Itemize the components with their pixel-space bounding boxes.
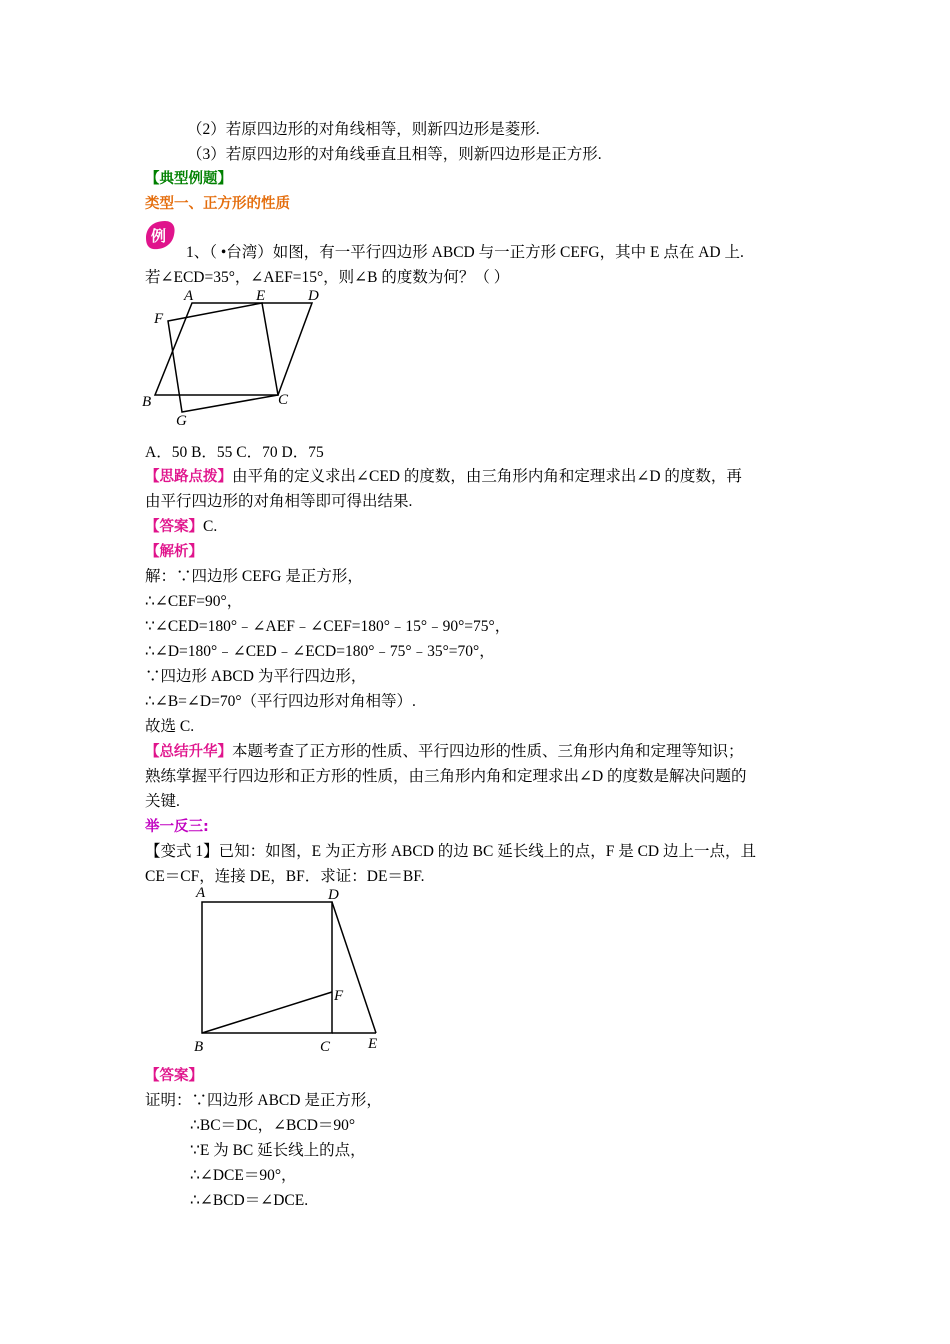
label-c: C <box>278 392 289 408</box>
solution-line: ∵四边形 ABCD 为平行四边形， <box>145 668 367 685</box>
property-line-2: （2）若原四边形的对角线相等，则新四边形是菱形. <box>187 121 540 138</box>
label-g: G <box>176 413 187 429</box>
summary-line1: 本题考查了正方形的性质、平行四边形的性质、三角形内角和定理等知识； <box>232 743 744 760</box>
parallelogram-abcd <box>155 303 312 395</box>
figure-parallelogram-square <box>140 285 330 430</box>
example-badge-icon <box>143 218 177 252</box>
solution-line: ∴∠CEF=90°， <box>145 593 243 610</box>
label-d: D <box>308 288 319 304</box>
example1-question-line1: 1、（ •台湾）如图，有一平行四边形 ABCD 与一正方形 CEFG，其中 E 点在 AD 上. <box>186 244 744 261</box>
proof-line: ∴BC＝DC，∠BCD＝90° <box>190 1117 356 1134</box>
segment-de <box>332 902 376 1033</box>
practice-heading: 举一反三: <box>145 819 209 835</box>
label-f: F <box>334 988 344 1004</box>
example1-options: A．50 B．55 C．70 D．75 <box>145 444 324 461</box>
solution-line: ∴∠D=180°﹣∠CED﹣∠ECD=180°﹣75°﹣35°=70°， <box>145 643 495 660</box>
example1-summary <box>145 740 744 764</box>
property-line-3: （3）若原四边形的对角线垂直且相等，则新四边形是正方形. <box>187 146 602 163</box>
type-heading: 类型一、正方形的性质 <box>145 196 290 212</box>
hint-line1: 由平角的定义求出∠CED 的度数，由三角形内角和定理求出∠D 的度数，再 <box>232 468 742 485</box>
variant1-answer-label: 【答案】 <box>145 1068 203 1084</box>
hint-line2: 由平行四边形的对角相等即可得出结果. <box>145 493 413 510</box>
variant1-line2: CE＝CF，连接 DE，BF．求证：DE＝BF. <box>145 868 425 885</box>
proof-line: ∴∠DCE＝90°， <box>190 1167 297 1184</box>
summary-label: 【总结升华】 <box>145 744 232 760</box>
variant1-line1: 【变式 1】已知：如图，E 为正方形 ABCD 的边 BC 延长线上的点，F 是 CD 边上一点，且 <box>145 843 756 860</box>
figure-square-extension <box>185 880 395 1060</box>
answer-value: C. <box>203 518 218 535</box>
square-abcd <box>202 902 332 1033</box>
hint-label: 【思路点拨】 <box>145 469 232 485</box>
label-e: E <box>256 288 266 304</box>
label-d: D <box>328 887 339 903</box>
example-badge-label: 例 <box>151 227 167 245</box>
segment-bf <box>202 992 332 1033</box>
label-a: A <box>184 288 194 304</box>
label-f: F <box>154 311 164 327</box>
example1-answer <box>145 515 217 539</box>
solution-line: 解：∵四边形 CEFG 是正方形， <box>145 568 363 585</box>
label-b: B <box>142 394 152 410</box>
proof-intro: 证明：∵四边形 ABCD 是正方形， <box>145 1092 382 1109</box>
proof-line: ∵E 为 BC 延长线上的点， <box>190 1142 366 1159</box>
section-heading: 【典型例题】 <box>145 171 232 187</box>
example1-hint <box>145 465 742 489</box>
summary-line3: 关键. <box>145 793 180 810</box>
example1-question-line2: 若∠ECD=35°，∠AEF=15°，则∠B 的度数为何？（ ） <box>145 269 510 286</box>
solution-line: 故选 C. <box>145 718 195 735</box>
label-b: B <box>194 1039 204 1055</box>
proof-line: ∴∠BCD＝∠DCE. <box>190 1192 309 1209</box>
label-a: A <box>196 885 206 901</box>
answer-label: 【答案】 <box>145 519 203 535</box>
label-c: C <box>320 1039 331 1055</box>
summary-line2: 熟练掌握平行四边形和正方形的性质，由三角形内角和定理求出∠D 的度数是解决问题的 <box>145 768 747 785</box>
analysis-label: 【解析】 <box>145 544 203 560</box>
label-e: E <box>368 1036 378 1052</box>
solution-line: ∴∠B=∠D=70°（平行四边形对角相等）. <box>145 693 416 710</box>
solution-line: ∵∠CED=180°﹣∠AEF﹣∠CEF=180°﹣15°﹣90°=75°， <box>145 618 511 635</box>
